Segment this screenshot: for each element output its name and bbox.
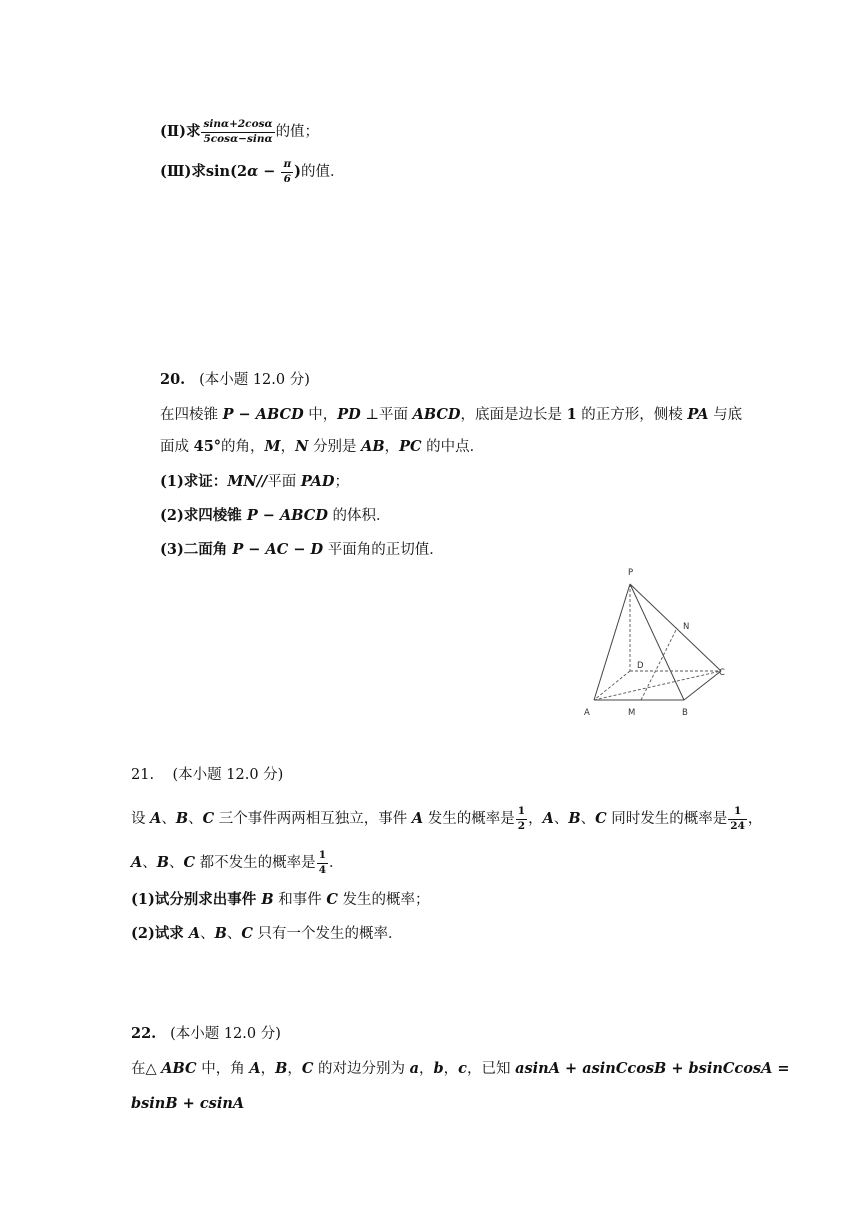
edge-pc	[630, 584, 721, 671]
q22-meta: (本小题 12.0 分)	[170, 1026, 281, 1042]
q19-part3-fraction: $\frac{\pi}{6}$	[283, 158, 292, 185]
q20-header	[160, 373, 310, 388]
fraction-one-half: $\frac{1}{2}$	[517, 805, 526, 832]
q19-part2-fraction: $\frac{\sin\alpha+2\cos\alpha}{5\cos\alpha-\sin\alpha}$	[203, 118, 273, 145]
q22-number: 22.	[131, 1025, 157, 1042]
label-p: P	[628, 568, 634, 578]
q19-part3: (Ⅲ)求sin(2α − $\frac{\pi}{6}$ )的值．	[160, 158, 345, 185]
q20-number: 20.	[160, 371, 186, 388]
q20-part2: (2)求四棱锥 P − ABCD 的体积．	[160, 507, 391, 524]
q20-meta: (本小题 12.0 分)	[199, 372, 310, 388]
q21-meta: (本小题 12.0 分)	[172, 767, 284, 783]
fraction-one-24th: $\frac{1}{24}$	[730, 805, 745, 832]
q22-line1: 在△ ABC 中，角 A，B，C 的对边分别为 a，b，c，已知 asinA + asinCcosB + bsinCcosA =	[131, 1060, 790, 1077]
edge-da	[594, 671, 630, 700]
q19-part3-label: (Ⅲ)求	[160, 163, 206, 181]
label-c: C	[719, 668, 725, 678]
q20-stem-line2: 面成 45°的角，M，N 分别是 AB，PC 的中点．	[160, 438, 485, 455]
label-n: N	[683, 622, 690, 632]
q22-header	[131, 1027, 281, 1042]
q21-number: 21.	[131, 767, 155, 783]
label-a: A	[584, 708, 590, 718]
q19-part2-label: (Ⅱ)求	[160, 123, 201, 141]
q22-line2: bsinB + csinA	[131, 1095, 245, 1112]
fraction-one-quarter: $\frac{1}{4}$	[318, 849, 326, 876]
q21-line2: A、B、C 都不发生的概率是 $\frac{1}{4}$ ．	[131, 849, 344, 876]
q19-part2-tail: 的值；	[275, 124, 320, 141]
q20-part3: (3)二面角 P − AC − D 平面角的正切值．	[160, 541, 444, 558]
q21-line1: 设 A、B、C 三个事件两两相互独立，事件 A 发生的概率是 $\frac{1}{2}$ ，A、B、C 同时发生的概率是 $\frac{1}{24}$ ，	[131, 805, 763, 832]
q20-part1: (1)求证：MN//平面 PAD；	[160, 473, 350, 490]
label-b: B	[682, 708, 688, 718]
segment-mn	[641, 628, 677, 700]
q19-part2	[160, 119, 319, 145]
edge-pb	[630, 584, 684, 700]
q20-stem-line1: 在四棱锥 P − ABCD 中，PD ⊥平面 ABCD，底面是边长是 1 的正方形，侧棱 PA 与底	[160, 406, 743, 423]
label-d: D	[637, 661, 644, 671]
edge-pa	[594, 584, 630, 700]
q21-header	[131, 768, 283, 783]
q21-part2: (2)试求 A、B、C 只有一个发生的概率．	[131, 925, 403, 942]
q19-part3-tail: 的值．	[301, 164, 345, 181]
q21-part1: (1)试分别求出事件 B 和事件 C 发生的概率；	[131, 891, 430, 908]
label-m: M	[628, 708, 636, 718]
pyramid-figure	[578, 562, 738, 722]
